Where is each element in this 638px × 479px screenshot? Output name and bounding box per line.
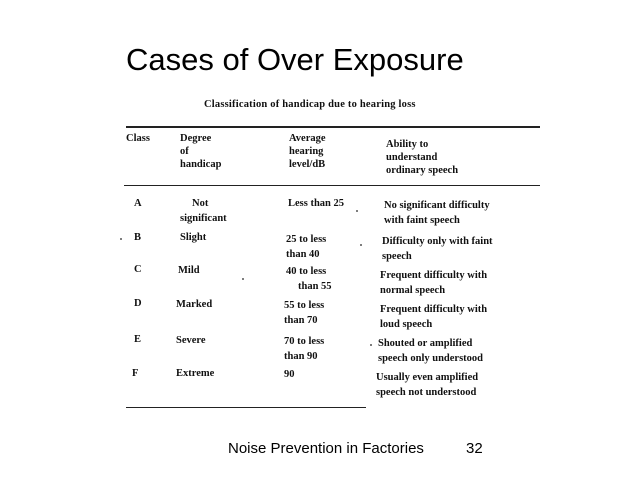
cell-line: Extreme (176, 368, 215, 379)
cell-line: Shouted or amplified (378, 338, 473, 349)
cell-line: No significant difficulty (384, 200, 490, 211)
row-e-ability (378, 336, 483, 366)
row-c-degree (178, 263, 200, 278)
column-header-line: handicap (180, 159, 222, 170)
scan-speck (120, 238, 122, 240)
slide-page-number: 32 (466, 440, 483, 457)
cell-line: Marked (176, 299, 213, 310)
cell-line: Severe (176, 335, 206, 346)
cell-line: significant (180, 213, 227, 224)
cell-line: 90 (284, 369, 295, 380)
row-e-degree (176, 333, 206, 348)
row-a-class: A (134, 198, 142, 209)
cell-line: Mild (178, 265, 200, 276)
row-e-level (284, 334, 324, 364)
scanned-table-image (124, 92, 542, 410)
table-heading: Classification of handicap due to hearing loss (204, 99, 416, 110)
row-a-degree (180, 196, 227, 226)
row-f-ability (376, 370, 478, 400)
cell-line: 40 to less (286, 266, 327, 277)
table-top-rule (126, 126, 540, 128)
column-header-class (126, 132, 150, 145)
cell-line: 70 to less (284, 336, 325, 347)
cell-line: speech only understood (378, 353, 484, 364)
column-header-line: Degree (180, 133, 212, 144)
row-d-ability (380, 302, 487, 332)
scan-speck (242, 278, 244, 280)
scan-speck (360, 244, 362, 246)
column-header-line: Ability to (386, 139, 429, 150)
cell-line: speech (382, 251, 412, 262)
cell-line: than 40 (286, 249, 320, 260)
row-d-degree (176, 297, 212, 312)
row-d-class: D (134, 298, 142, 309)
cell-line: Not (192, 198, 209, 209)
row-f-class: F (132, 368, 139, 379)
cell-line: than 90 (284, 351, 318, 362)
row-f-degree (176, 366, 214, 381)
row-f-level (284, 367, 295, 382)
cell-line: 55 to less (284, 300, 325, 311)
cell-line: than 70 (284, 315, 318, 326)
table-bottom-rule (126, 407, 366, 408)
cell-line: Difficulty only with faint (382, 236, 493, 247)
cell-line: with faint speech (384, 215, 460, 226)
row-c-ability (380, 268, 487, 298)
cell-line: Slight (180, 232, 207, 243)
cell-line: 25 to less (286, 234, 327, 245)
scan-speck (370, 344, 372, 346)
row-b-level (286, 232, 326, 262)
row-a-ability (384, 198, 490, 228)
column-header-line: Average (289, 133, 326, 144)
column-header-line: level/dB (289, 159, 326, 170)
column-header-line: ordinary speech (386, 165, 459, 176)
cell-line: normal speech (380, 285, 446, 296)
row-a-level (288, 196, 344, 211)
cell-line: speech not understood (376, 387, 477, 398)
table-header-rule (124, 185, 540, 186)
row-d-level (284, 298, 324, 328)
slide-title: Cases of Over Exposure (126, 42, 464, 77)
row-c-class: C (134, 264, 142, 275)
cell-line: Frequent difficulty with (380, 270, 488, 281)
column-header-line: understand (386, 152, 438, 163)
row-b-ability (382, 234, 493, 264)
cell-line: Less than 25 (288, 198, 345, 209)
cell-line: loud speech (380, 319, 433, 330)
row-b-degree (180, 230, 206, 245)
column-header-degree (180, 132, 221, 171)
column-header-line: of (180, 146, 189, 157)
row-b-class: B (134, 232, 142, 243)
cell-line: Frequent difficulty with (380, 304, 488, 315)
cell-line: Usually even amplified (376, 372, 479, 383)
column-header-average-level (289, 132, 326, 171)
row-e-class: E (134, 334, 142, 345)
column-header-ability (386, 138, 458, 177)
column-header-line: hearing (289, 146, 324, 157)
cell-line: than 55 (298, 281, 332, 292)
slide-footer: Noise Prevention in Factories (228, 440, 424, 457)
row-c-level (286, 264, 332, 294)
column-header-line: Class (126, 133, 150, 144)
scan-speck (356, 210, 358, 212)
